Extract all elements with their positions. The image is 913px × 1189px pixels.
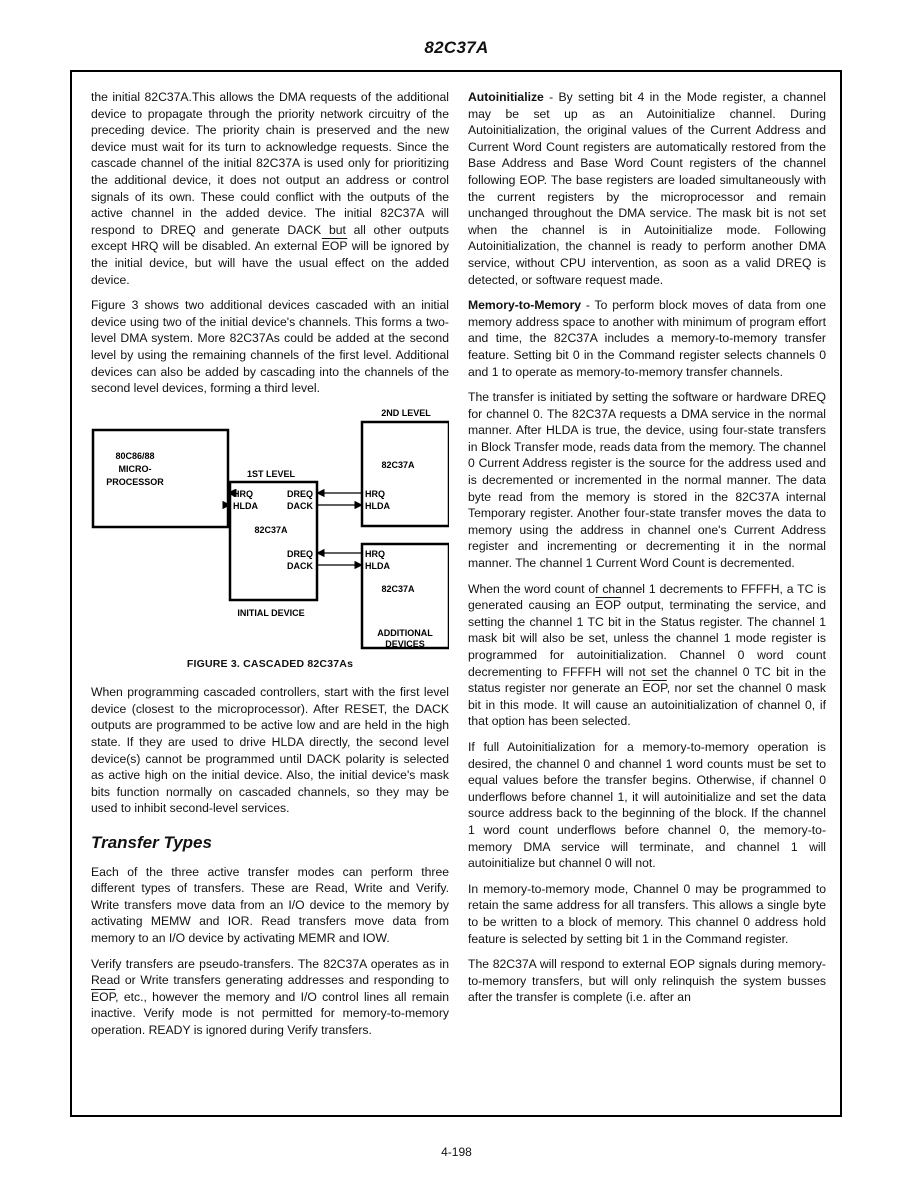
- text: will be ignored by the initial device, but will have the usual effect on the added device.: [91, 239, 449, 287]
- paragraph: If full Autoinitialization for a memory-to-memory operation is desired, the channel 0 and channel 1 word counts must be set to equal values before the transfer begins. Otherwise, if channel 0 underflows before channel 1, it will autoinitialize and set the data source address back to the beginning of the block. If the channel 1 word count underflows before channel 0, the memory-to-memory DMA service will terminate, and channel 1 will autoinitialize but channel 0 will not.: [468, 739, 826, 871]
- hrq-label: HRQ: [233, 488, 253, 499]
- dack-label: DACK: [287, 560, 313, 571]
- cascade-diagram: [91, 406, 449, 654]
- paragraph: [468, 581, 826, 730]
- chip-label: 82C37A: [254, 524, 288, 535]
- section-heading: Transfer Types: [91, 833, 212, 853]
- eop-signal: $\overline{EOP}$: [595, 598, 621, 613]
- chip-label: 82C37A: [381, 459, 415, 470]
- cpu-label-1: 80C86/88: [115, 450, 155, 461]
- text: the initial 82C37A.This allows the DMA requests of the additional device to propagate through the priority network circuitry of the preceding device. The priority chain is preserved and the new device must wait for its turn to acknowledge requests. Since the cascade channel of the initial 82C37A is used only for prioritizing the additional device, it does not output an address or control signals of its own. These could conflict with the outputs of the active channel in the added device. The initial 82C37A will respond to DREQ and generate DACK but all other outputs except HRQ will be disabled. An external: [91, 90, 449, 254]
- paragraph: The transfer is initiated by setting the software or hardware DREQ for channel 0. The 82C37A requests a DMA service in the normal manner. After HLDA is true, the device, using four-state transfers in Block Transfer mode, reads data from the memory. The channel 0 Current Address register is the source for the address used and is decremented or incremented in the normal manner. The data byte read from the memory is stored in the 82C37A internal Temporary register. Another four-state transfer moves the data to memory using the address in channel one's Current Address register and incrementing or decrementing it in the normal manner. The channel 1 Current Word Count is decremented.: [468, 390, 826, 571]
- additional-label-1: ADDITIONAL: [377, 627, 433, 638]
- paragraph: Each of the three active transfer modes can perform three different types of transfers. These are Read, Write and Verify. Write transfers move data from an I/O device to the memory by activating MEMW and IOR. Read transfers move data from memory to an I/O device by activating MEMR and IOW.: [91, 864, 449, 945]
- level1-label: 1ST LEVEL: [246, 468, 296, 479]
- text: Verify transfers are pseudo-transfers. The 82C37A operates as in Read or Write transfers generating addresses and responding to: [91, 956, 449, 988]
- hlda-label: HLDA: [365, 560, 390, 571]
- hlda-label: HLDA: [365, 500, 390, 511]
- paragraph: Figure 3 shows two additional devices cascaded with an initial device using two of the initial device's channels. This forms a two-level DMA system. More 82C37As could be added at the second level by using the remaining channels of the first level. Additional devices can also be added by cascading into the channels of the second level devices, forming a third level.: [91, 298, 449, 396]
- cpu-label-3: PROCESSOR: [106, 476, 164, 487]
- text: - By setting bit 4 in the Mode register, a channel may be set up as an Autoinitialize channel. During Autoinitialization, the original values of the Current Address and Current Word Count registers are automatically restored from the Base Address and Base Word Count registers of the channel following EOP. The base registers are loaded simultaneously with the current registers by the microprocessor and remain unchanged throughout the DMA service. The mask bit is not set when the channel is in Autoinitialize mode. Following Autoinitialization, the channel is ready to perform another DMA service, without CPU intervention, as soon as a valid DREQ is detected, or software request made.: [468, 90, 826, 287]
- page-frame: [70, 70, 842, 1117]
- text: - To perform block moves of data from one memory address space to another with minimum of program effort and time, the 82C37A includes a memory-to-memory transfer feature. Setting bit 0 in the Command register selects channels 0 and 1 to operate as memory-to-memory transfer channels.: [468, 298, 826, 379]
- eop-signal: $\overline{EOP}$: [321, 239, 348, 254]
- right-column: [468, 89, 826, 1015]
- initial-device-box: [230, 482, 317, 600]
- cpu-label-2: MICRO-: [118, 463, 152, 474]
- paragraph: [91, 89, 449, 288]
- initial-device-label: INITIAL DEVICE: [237, 607, 305, 618]
- dreq-label: DREQ: [286, 488, 313, 499]
- paragraph: [468, 89, 826, 288]
- dreq-label: DREQ: [286, 548, 313, 559]
- term: Autoinitialize: [468, 90, 544, 104]
- text: , etc., however the memory and I/O control lines all remain inactive. Verify mode is not permitted for memory-to-memory operation. READY is ignored during Verify transfers.: [91, 989, 449, 1037]
- page-title: 82C37A: [424, 38, 489, 57]
- page-number: 4-198: [441, 1145, 472, 1159]
- paragraph: [468, 297, 826, 380]
- level2-label: 2ND LEVEL: [381, 407, 431, 418]
- hrq-label: HRQ: [365, 488, 385, 499]
- dack-label: DACK: [287, 500, 313, 511]
- paragraph: [91, 956, 449, 1039]
- hlda-label: HLDA: [233, 500, 258, 511]
- text: When the word count of channel 1 decrements to FFFFH, a TC is generated causing an: [468, 581, 826, 613]
- eop-signal: $\overline{EOP}$: [91, 989, 116, 1004]
- paragraph: When programming cascaded controllers, start with the first level device (closest to the microprocessor). After RESET, the DACK outputs are programmed to be active low and are held in the high state. If they are used to drive HLDA directly, the second level device(s) cannot be programmed until DACK polarity is selected as active high on the initial device. Also, the initial device's mask bits function normally on cascaded channels, so they may be used to inhibit second-level services.: [91, 685, 449, 816]
- eop-signal: $\overline{EOP}$: [642, 681, 667, 696]
- hrq-label: HRQ: [365, 548, 385, 559]
- chip-label: 82C37A: [381, 583, 415, 594]
- paragraph: In memory-to-memory mode, Channel 0 may be programmed to retain the same address for all transfers. This allows a single byte to be written to a block of memory. This channel 0 address hold feature is selected by setting bit 1 in the Command register.: [468, 881, 826, 946]
- cascade-diagram-svg: [91, 406, 449, 654]
- text: , nor set the channel 0 mask bit in this mode. It will cause an autoinitialization of channel 0, if that option has been selected.: [468, 681, 826, 729]
- left-column: [91, 89, 449, 1048]
- additional-label-2: DEVICES: [385, 638, 425, 649]
- figure-caption: FIGURE 3. CASCADED 82C37As: [186, 657, 354, 670]
- paragraph: The 82C37A will respond to external EOP signals during memory-to-memory transfers, but will only relinquish the system busses after the transfer is complete (i.e. after an: [468, 957, 826, 1005]
- term: Memory-to-Memory: [468, 298, 582, 313]
- text: output, terminating the service, and setting the channel 1 TC bit in the Status register. The channel 1 mask bit will also be set, unless the channel 1 mode register is programmed for autoinitialization. Channel 0 word count decrementing to FFFFH will not set the channel 0 TC bit in the status register nor generate an: [468, 598, 826, 696]
